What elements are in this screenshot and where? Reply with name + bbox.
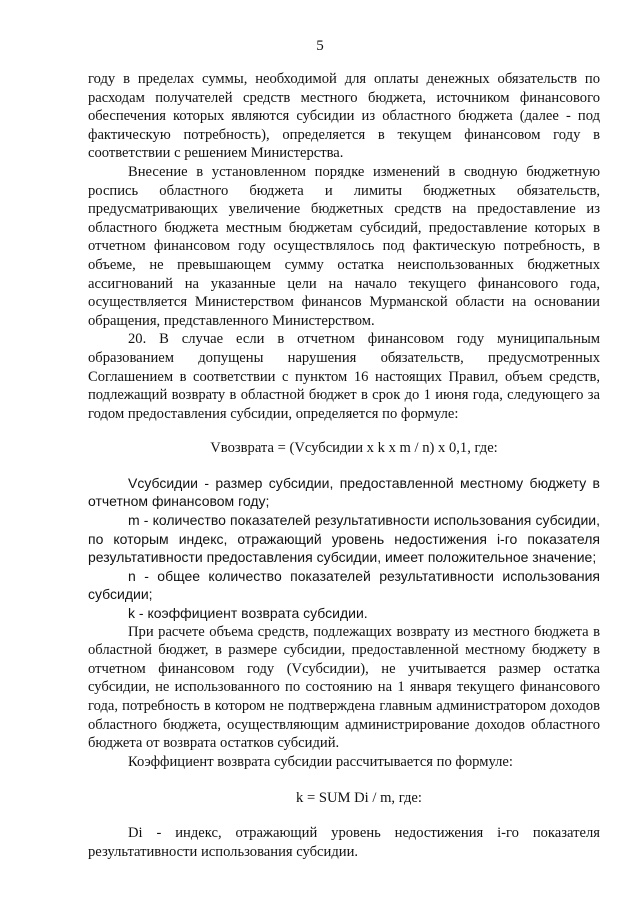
paragraph-continuation: году в пределах суммы, необходимой для оплаты денежных обязательств по расходам получателей средств местного бюджета, источником финансового обеспечения которых являются субсидии из областного бюджета (далее - под фактическую потребность), определяется в текущем финансовом году в соответствии с решением Министерства. [88, 71, 600, 162]
definition-m: m - количество показателей результативности использования субсидии, по которым индекс, отражающий уровень недостижения i-го показателя результативности предоставления субсидии, имеет положительное значение; [88, 512, 600, 566]
page-number: 5 [316, 38, 324, 54]
formula-return-volume: Vвозврата = (Vсубсидии x k x m / n) x 0,1, где: [210, 440, 498, 457]
definition-n: n - общее количество показателей результативности использования субсидии; [88, 567, 600, 603]
paragraph-calculation: При расчете объема средств, подлежащих возврату из местного бюджета в областной бюджет, в размере субсидии, предоставленной местному бюджету в отчетном финансовом году (Vсубсидии), не учитывается размер остатка субсидии, не использованного по состоянию на 1 января текущего финансового года, потребность в котором не подтверждена главным администратором доходов областного бюджета, осуществляющим администрирование доходов областного бюджета от возврата остатков субсидий. [88, 623, 600, 752]
paragraph-20: 20. В случае если в отчетном финансовом году муниципальным образованием допущены нарушения обязательств, предусмотренных Соглашением в соответствии с пунктом 16 настоящих Правил, объем средств, подлежащий возврату в областной бюджет в срок до 1 июня года, следующего за годом предоставления субсидии, определяется по формуле: [88, 331, 600, 422]
paragraph-coefficient: Коэффициент возврата субсидии рассчитывается по формуле: [128, 753, 513, 770]
definition-di: Di - индекс, отражающий уровень недостижения i-го показателя результативности использования субсидии. [88, 824, 600, 860]
document-body [88, 70, 600, 861]
paragraph-budget-changes: Внесение в установленном порядке изменений в сводную бюджетную роспись областного бюджета и лимиты бюджетных обязательств, предусматривающих увеличение бюджетных средств на предоставление из областного бюджета местным бюджетам субсидий, предоставление которых в отчетном финансовом году осуществлялось под фактическую потребность, в объеме, не превышающем сумму остатка неиспользованных бюджетных ассигнований на указанные цели на начало текущего финансового года, осуществляется Министерством финансов Мурманской области на основании обращения, представленного Министерством. [88, 163, 600, 329]
definition-k: k - коэффициент возврата субсидии. [128, 605, 368, 622]
formula-coefficient: k = SUM Di / m, где: [296, 790, 422, 807]
definition-v-subsidy: Vсубсидии - размер субсидии, предоставленной местному бюджету в отчетном финансовом году; [88, 474, 600, 510]
